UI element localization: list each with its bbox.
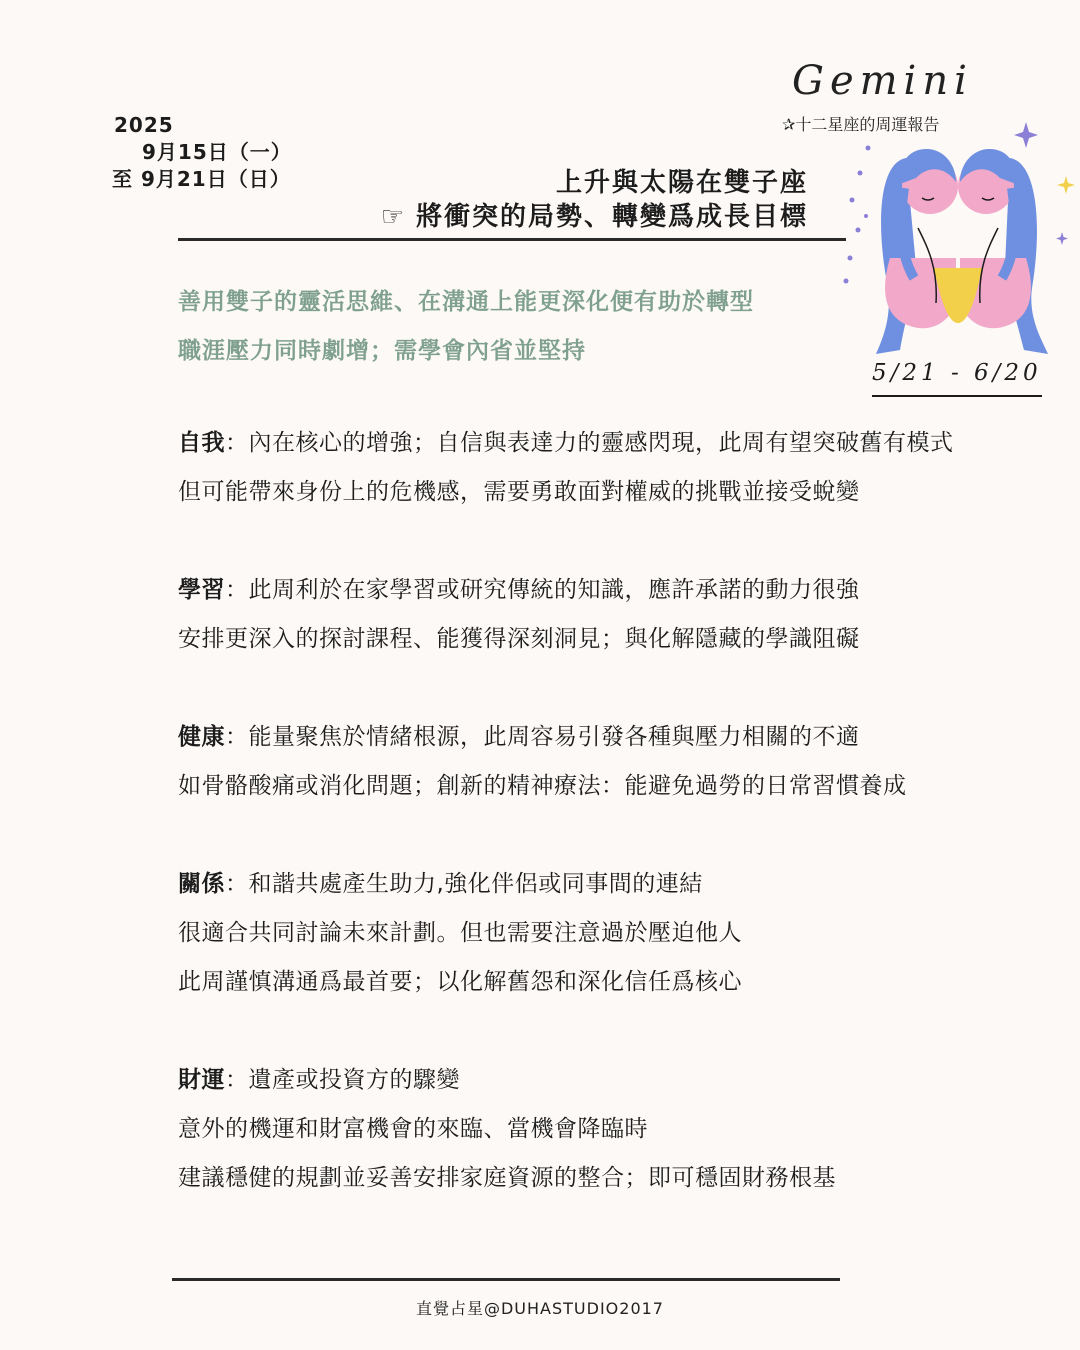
section-line: 意外的機運和財富機會的來臨、當機會降臨時 — [178, 1116, 648, 1142]
section-label: 關係 — [178, 871, 225, 897]
section-health — [178, 713, 907, 811]
bottom-divider — [172, 1278, 840, 1281]
sparkle-icon — [1056, 232, 1068, 245]
summary-line: 職涯壓力同時劇增；需學會內省並堅持 — [178, 338, 586, 364]
section-text: ：內在核心的增強；自信與表達力的靈感閃現，此周有望突破舊有模式 — [225, 430, 954, 456]
pointing-hand-icon: ☞ — [380, 202, 406, 232]
section-line — [178, 419, 954, 468]
headline-line2: 將衝突的局勢、轉變爲成長目標 — [415, 202, 808, 232]
section-text: ：遺產或投資方的驟變 — [225, 1067, 460, 1093]
date-year: 2025 — [114, 113, 174, 137]
section-line — [178, 1056, 836, 1105]
section-line: 很適合共同討論未來計劃。但也需要注意過於壓迫他人 — [178, 920, 742, 946]
footer-credit: 直覺占星@DUHASTUDIO2017 — [415, 1299, 664, 1318]
date-range: 5/21 - 6/20 — [872, 360, 1042, 386]
section-line: 但可能帶來身份上的危機感，需要勇敢面對權威的挑戰並接受蛻變 — [178, 479, 860, 505]
brand-title: Gemini — [792, 58, 973, 104]
date-start: 9月15日（一） — [142, 140, 292, 164]
section-line — [178, 713, 907, 762]
section-line: 安排更深入的探討課程、能獲得深刻洞見；與化解隱藏的學識阻礙 — [178, 626, 860, 652]
summary-line: 善用雙子的靈活思維、在溝通上能更深化便有助於轉型 — [178, 289, 754, 315]
section-text: ：能量聚焦於情緒根源，此周容易引發各種與壓力相關的不適 — [225, 724, 860, 750]
section-line: 建議穩健的規劃並妥善安排家庭資源的整合；即可穩固財務根基 — [178, 1165, 836, 1191]
gemini-twins-illustration — [838, 118, 1078, 368]
summary — [178, 278, 754, 376]
headline-line1: 上升與太陽在雙子座 — [555, 168, 808, 198]
headline — [381, 166, 808, 234]
section-label: 健康 — [178, 724, 225, 750]
section-label: 財運 — [178, 1067, 225, 1093]
sparkle-icon — [1057, 176, 1075, 194]
section-text: ：此周利於在家學習或研究傳統的知識，應許承諾的動力很強 — [225, 577, 860, 603]
date-range-underline — [872, 395, 1042, 397]
section-relation — [178, 860, 742, 1007]
sparkle-dots — [844, 146, 871, 284]
section-label: 自我 — [178, 430, 225, 456]
date-block — [112, 112, 292, 193]
sparkle-icon — [1014, 122, 1038, 148]
section-line — [178, 566, 860, 615]
headline-line2-row — [381, 200, 808, 234]
section-label: 學習 — [178, 577, 225, 603]
section-text: ：和諧共處產生助力,強化伴侶或同事間的連結 — [225, 871, 703, 897]
section-line: 此周謹慎溝通爲最首要；以化解舊怨和深化信任爲核心 — [178, 969, 742, 995]
top-divider — [178, 238, 846, 241]
section-study — [178, 566, 860, 664]
date-end: 至 9月21日（日） — [112, 167, 291, 191]
section-line — [178, 860, 742, 909]
brand-subtitle: ✰十二星座的周運報告 — [782, 115, 940, 134]
section-line: 如骨骼酸痛或消化問題；創新的精神療法：能避免過勞的日常習慣養成 — [178, 773, 907, 799]
section-self — [178, 419, 954, 517]
section-wealth — [178, 1056, 836, 1203]
